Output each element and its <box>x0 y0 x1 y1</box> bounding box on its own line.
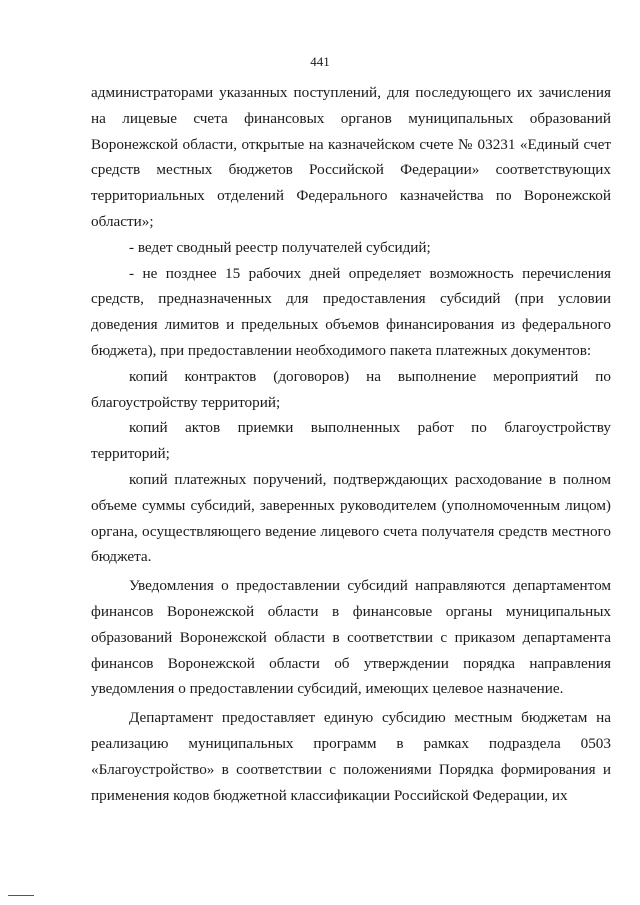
paragraph-single-subsidy: Департамент предоставляет единую субсидию местным бюджетам на реализацию муниципальных программ в рамках подраздела 0503 «Благоустройство» в соответствии с положениями Порядка формирования и применения кодов бюджетной классификации Российской Федерации, их <box>91 709 611 804</box>
paragraph-acceptance-acts: копий актов приемки выполненных работ по благоустройству территорий; <box>91 419 611 463</box>
paragraph-notifications: Уведомления о предоставлении субсидий направляются департаментом финансов Воронежской области в финансовые органы муниципальных образований Воронежской области в соответствии с приказом департамента финансов Воронежской области об утверждении порядка направления уведомления о предоставлении субсидий, имеющих целевое назначение. <box>91 577 611 698</box>
footer-rule <box>8 895 34 896</box>
paragraph-payment-orders: копий платежных поручений, подтверждающих расходование в полном объеме суммы субсидий, заверенных руководителем (уполномоченным лицом) органа, осуществляющего ведение лицевого счета получателя средств местного бюджета. <box>91 470 611 566</box>
paragraph-registry: - ведет сводный реестр получателей субсидий; <box>129 238 431 256</box>
page-number: 441 <box>310 54 330 69</box>
document-body <box>91 80 611 808</box>
paragraph-recipients-accounts: администраторами указанных поступлений, для последующего их зачисления на лицевые счета финансовых органов муниципальных образований Воронежской области, открытые на казначейском счете № 03231 «Единый счет средств местных бюджетов Российской Федерации» соответствующих территориальных отделений Федерального казначейства по Воронежской области»; <box>91 84 611 230</box>
paragraph-transfer-deadline: - не позднее 15 рабочих дней определяет возможность перечисления средств, предназначенных для предоставления субсидий (при условии доведения лимитов и предельных объемов финансирования из федерального бюджета), при предоставлении необходимого пакета платежных документов: <box>91 264 611 359</box>
paragraph-contract-copies: копий контрактов (договоров) на выполнение мероприятий по благоустройству территорий; <box>91 367 611 411</box>
